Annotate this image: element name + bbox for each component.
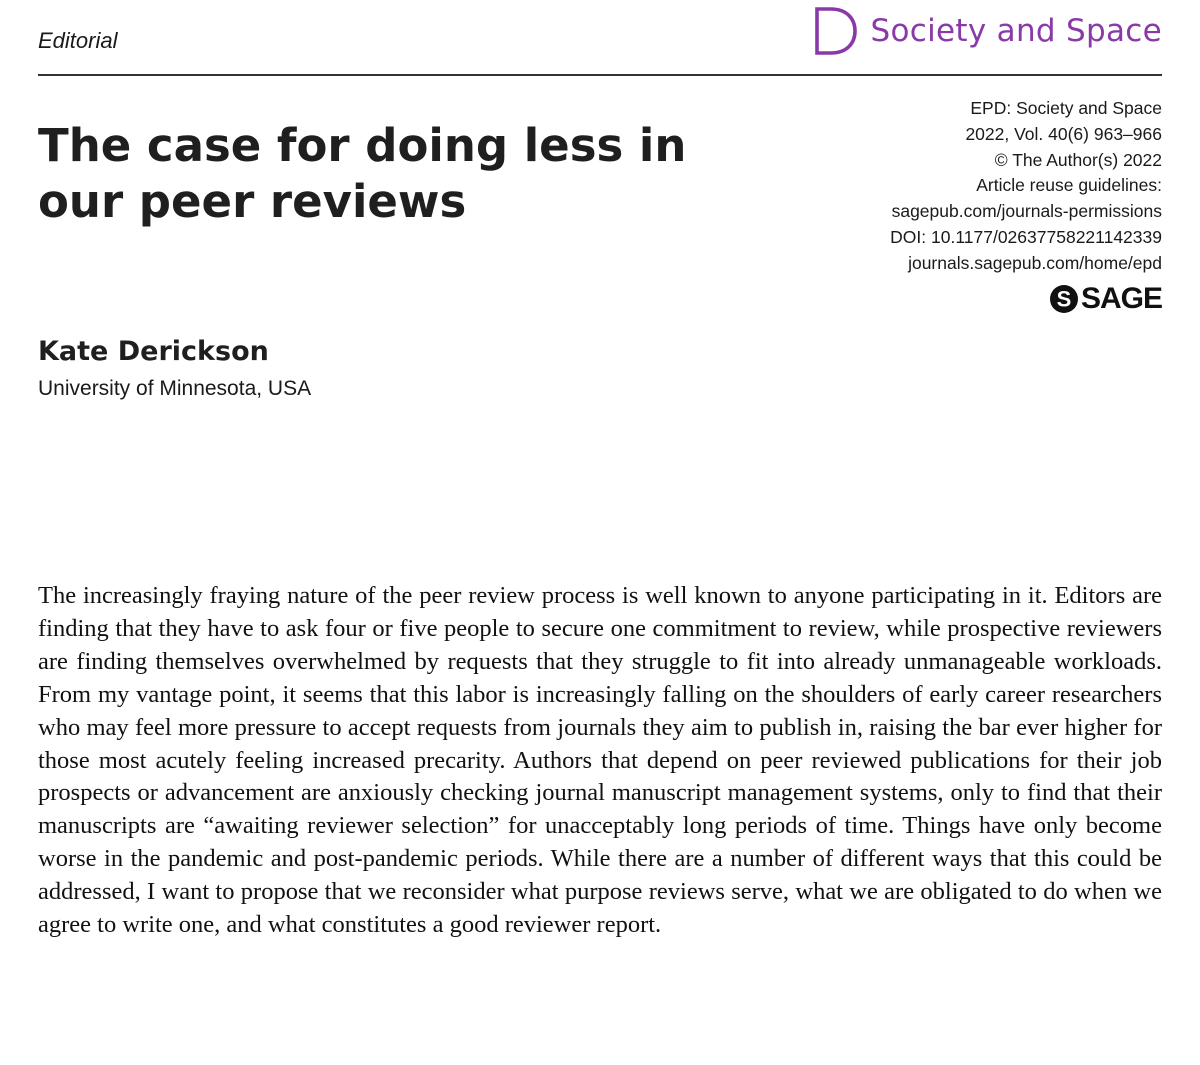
meta-doi[interactable]: DOI: 10.1177/02637758221142339 [890, 226, 1162, 247]
meta-journal: EPD: Society and Space [970, 98, 1162, 118]
meta-reuse-label: Article reuse guidelines: [976, 175, 1162, 196]
sage-s-icon [1049, 284, 1079, 314]
journal-brand [811, 6, 1162, 56]
journal-d-logo-icon [811, 6, 859, 56]
meta-volume: 2022, Vol. 40(6) 963–966 [965, 123, 1162, 144]
header-divider [38, 74, 1162, 76]
article-body-paragraph: The increasingly fraying nature of the peer review process is well known to anyone participating in it. Editors are finding that they have to ask four or five people to secure one commitment to review, while prospective reviewers are finding themselves overwhelmed by requests that they struggle to fit into already unmanageable workloads. From my vantage point, it seems that this labor is increasingly falling on the shoulders of early career researchers who may feel more pressure to accept requests from journals they aim to publish in, raising the bar ever higher for those most acutely feeling increased precarity. Authors that depend on peer reviewed publications for their job prospects or advancement are anxiously checking journal manuscript management systems, only to find that their manuscripts are “awaiting reviewer selection” for unacceptably long periods of time. Things have only become worse in the pandemic and post-pandemic periods. While there are a number of different ways that this could be addressed, I want to propose that we reconsider what purpose reviews serve, what we are obligated to do when we agree to write one, and what constitutes a good reviewer report. [38, 582, 1162, 939]
article-title: The case for doing less in our peer reviews [38, 119, 687, 228]
meta-homepage-link[interactable]: journals.sagepub.com/home/epd [908, 252, 1162, 273]
meta-copyright: © The Author(s) 2022 [994, 149, 1162, 170]
journal-brand-name: Society and Space [870, 12, 1162, 49]
publication-meta [890, 96, 1162, 277]
section-label: Editorial [38, 28, 118, 53]
svg-text:S: S [1056, 286, 1072, 312]
publisher-logo [1049, 284, 1162, 314]
author-affiliation: University of Minnesota, USA [38, 377, 312, 400]
meta-reuse-link[interactable]: sagepub.com/journals-permissions [891, 201, 1162, 222]
publisher-name: SAGE [1080, 282, 1162, 315]
author-name: Kate Derickson [38, 336, 269, 367]
